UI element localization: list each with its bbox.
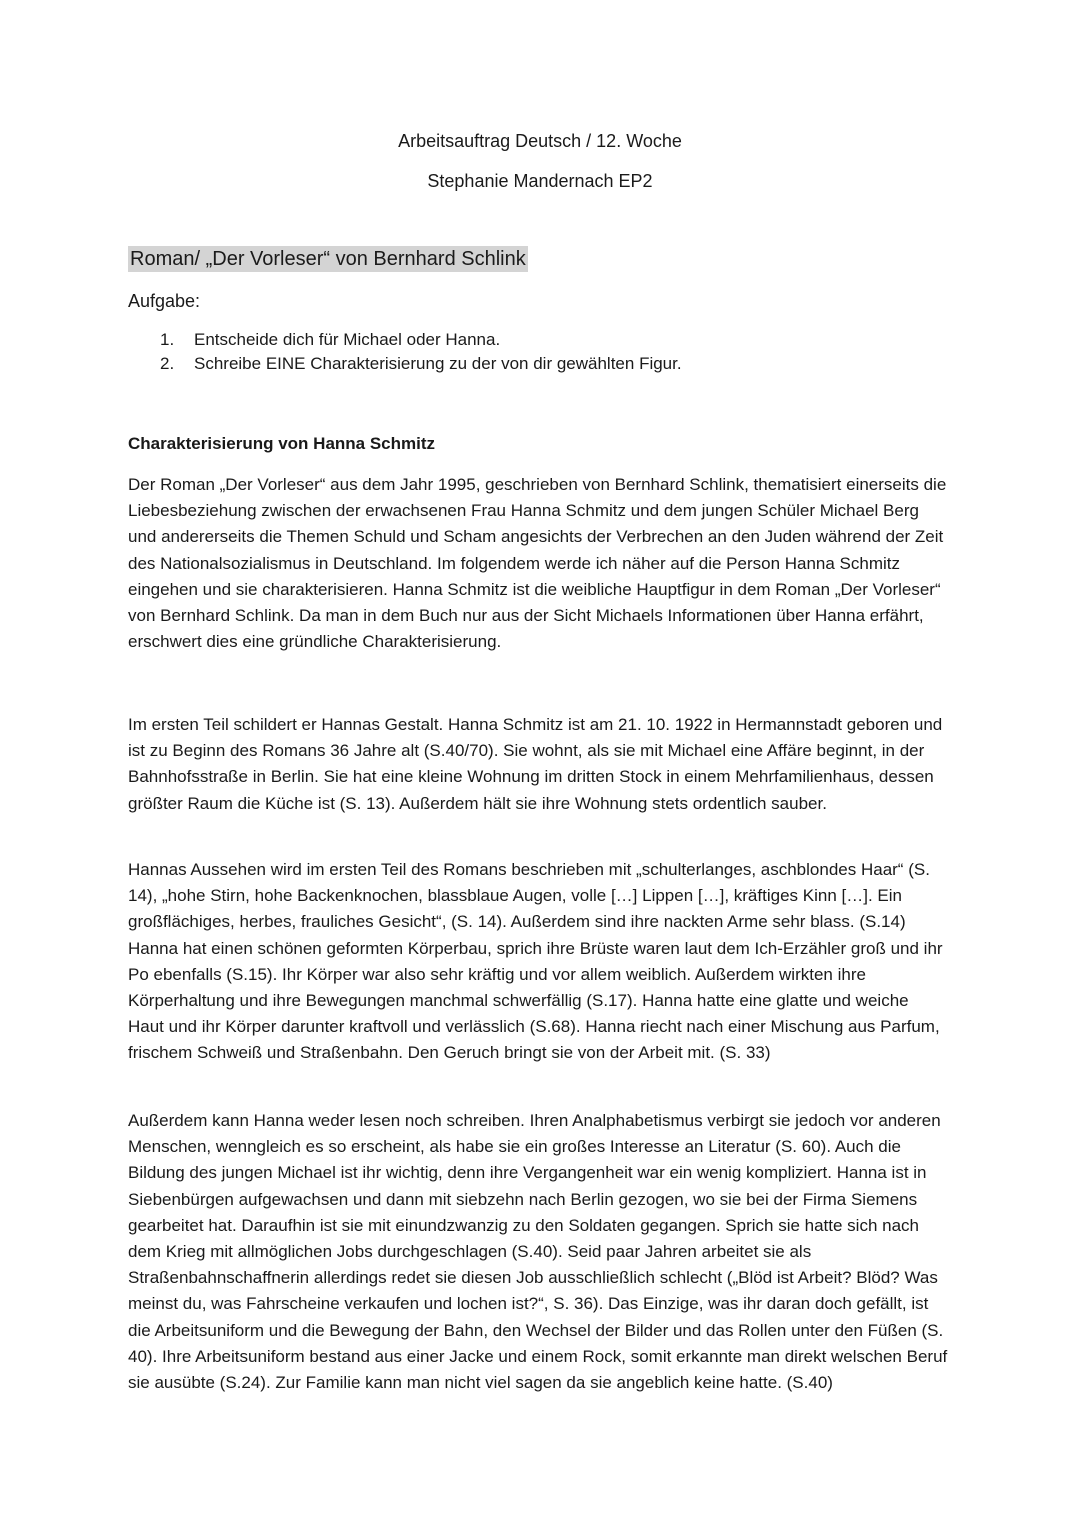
essay-paragraph-intro: Der Roman „Der Vorleser“ aus dem Jahr 1995, geschrieben von Bernhard Schlink, thematisiert einerseits die Liebesbeziehung zwischen der erwachsenen Frau Hanna Schmitz und dem jungen Schüler Michael Berg und andererseits die Themen Schuld und Scham angesichts der Verbrechen an den Juden während der Zeit des Nationalsozialismus in Deutschland. Im folgendem werde ich näher auf die Person Hanna Schmitz eingehen und sie charakterisieren. Hanna Schmitz ist die weibliche Hauptfigur in dem Roman „Der Vorleser“ von Bernhard Schlink. Da man in dem Buch nur aus der Sicht Michaels Informationen über Hanna erfährt, erschwert dies eine gründliche Charakterisierung. <box>128 475 947 652</box>
essay-heading: Charakterisierung von Hanna Schmitz <box>128 434 436 453</box>
task-item-text: Entscheide dich für Michael oder Hanna. <box>194 330 501 349</box>
task-label: Aufgabe: <box>128 291 201 311</box>
task-item <box>160 328 682 352</box>
essay-paragraph-background: Außerdem kann Hanna weder lesen noch schreiben. Ihren Analphabetismus verbirgt sie jedoch vor anderen Menschen, wenngleich es so erscheint, als habe sie ein großes Interesse an Literatur (S. 60). Auch die Bildung des jungen Michael ist ihr wichtig, denn ihre Vergangenheit war ein wenig kompliziert. Hanna ist in Siebenbürgen aufgewachsen und dann mit siebzehn nach Berlin gezogen, wo sie bei der Firma Siemens gearbeitet hat. Daraufhin ist sie mit einundzwanzig zu den Soldaten gegangen. Sprich sie hatte sich nach dem Krieg mit allmöglichen Jobs durchgeschlagen (S.40). Seid paar Jahren arbeitet sie als Straßenbahnschaffnerin allerdings redet sie diesen Job ausschließlich schlecht („Blöd ist Arbeit? Blöd? Was meinst du, was Fahrscheine verkaufen und lochen ist?“, S. 36). Das Einzige, was ihr daran doch gefällt, ist die Arbeitsuniform und die Bewegung der Bahn, den Wechsel der Bilder und das Rollen unter den Füßen (S. 40). Ihre Arbeitsuniform bestand aus einer Jacke und einem Rock, somit erkannte man direkt welschen Beruf sie ausübte (S.24). Zur Familie kann man nicht viel sagen da sie angeblich keine hatte. (S.40) <box>128 1111 948 1393</box>
task-item-number: 1. <box>160 330 175 349</box>
essay-paragraph-biography: Im ersten Teil schildert er Hannas Gestalt. Hanna Schmitz ist am 21. 10. 1922 in Hermannstadt geboren und ist zu Beginn des Romans 36 Jahre alt (S.40/70). Sie wohnt, als sie mit Michael eine Affäre beginnt, in der Bahnhofsstraße in Berlin. Sie hat eine kleine Wohnung im dritten Stock in einem Mehrfamilienhaus, dessen größter Raum die Küche ist (S. 13). Außerdem hält sie ihre Wohnung stets ordentlich sauber. <box>128 715 943 813</box>
task-item <box>160 352 682 376</box>
document-title: Arbeitsauftrag Deutsch / 12. Woche <box>398 131 682 151</box>
task-item-text: Schreibe EINE Charakterisierung zu der von dir gewählten Figur. <box>194 354 682 373</box>
task-item-number: 2. <box>160 354 175 373</box>
author-line: Stephanie Mandernach EP2 <box>427 171 653 191</box>
task-list <box>160 328 682 376</box>
topic-heading-highlighted: Roman/ „Der Vorleser“ von Bernhard Schlink <box>130 248 526 270</box>
essay-paragraph-appearance: Hannas Aussehen wird im ersten Teil des Romans beschrieben mit „schulterlanges, aschblondes Haar“ (S. 14), „hohe Stirn, hohe Backenknochen, blassblaue Augen, volle […] Lippen […], kräftiges Kinn […]. Ein großflächiges, herbes, frauliches Gesicht“, (S. 14). Außerdem sind ihre nackten Arme sehr blass. (S.14) Hanna hat einen schönen geformten Körperbau, sprich ihre Brüste waren laut dem Ich-Erzähler groß und ihr Po ebenfalls (S.15). Ihr Körper war also sehr kräftig und vor allem weiblich. Außerdem wirkten ihre Körperhaltung und ihre Bewegungen manchmal schwerfällig (S.17). Hanna hatte eine glatte und weiche Haut und ihr Körper darunter kraftvoll und verlässlich (S.68). Hanna riecht nach einer Mischung aus Parfum, frischem Schweiß und Straßenbahn. Den Geruch bringt sie von der Arbeit mit. (S. 33) <box>128 860 943 1063</box>
